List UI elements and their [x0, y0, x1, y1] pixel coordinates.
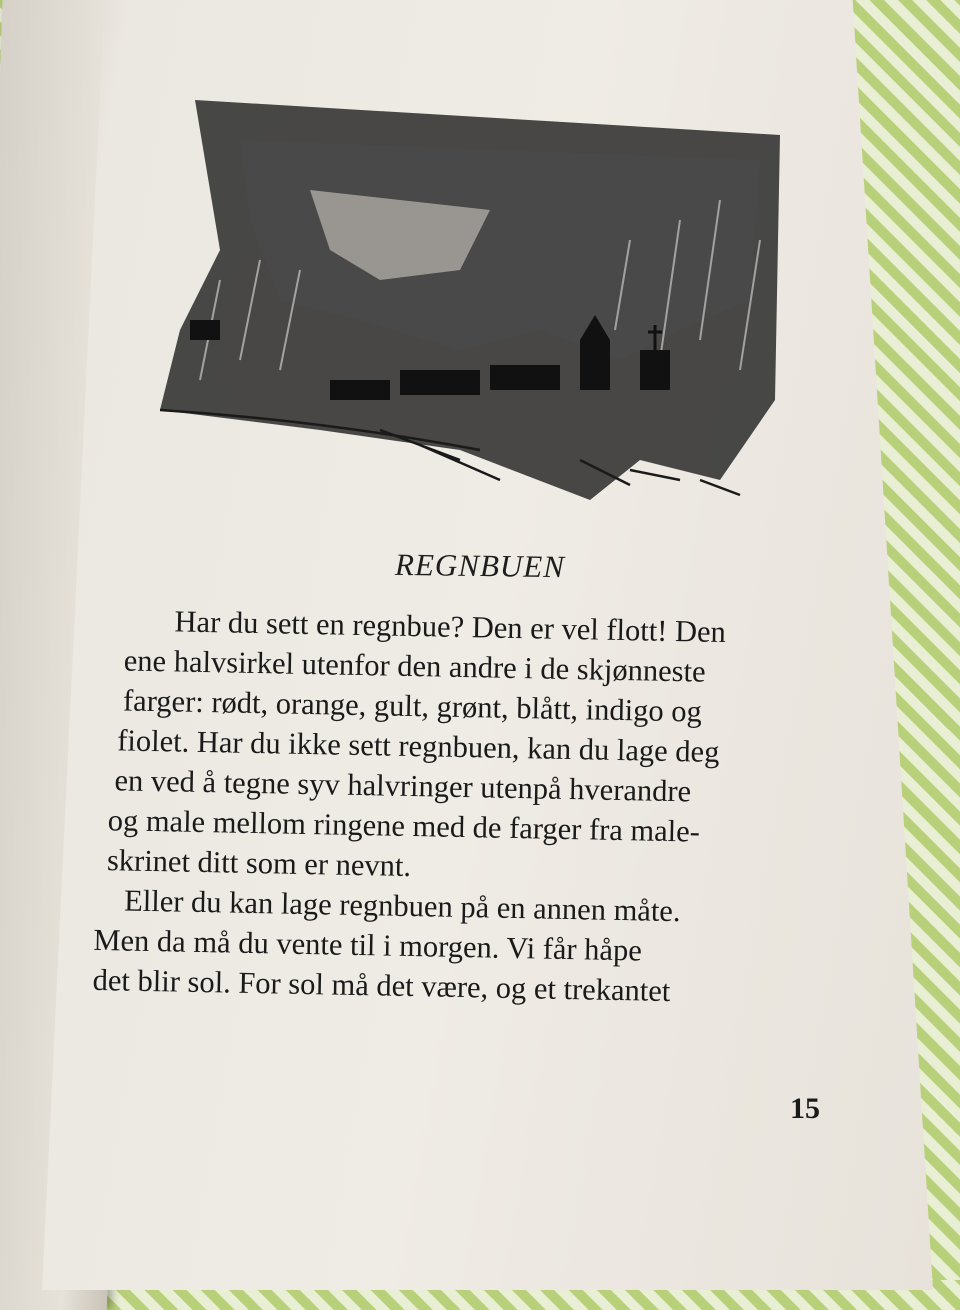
- text-line: Men da må du vente til i morgen. Vi får håpe: [93, 922, 643, 968]
- page-number: 15: [790, 1092, 820, 1125]
- text-line: fiolet. Har du ikke sett regnbuen, kan du lage deg: [116, 723, 720, 769]
- text-line: det blir sol. For sol må det være, og et trekantet: [92, 962, 671, 1009]
- text-line: en ved å tegne syv halvringer utenpå hverandre: [114, 763, 692, 809]
- text-line: ene halvsirkel utenfor den andre i de skjønneste: [123, 643, 706, 689]
- body-text: [92, 600, 825, 1014]
- rainstorm-landscape-illustration: [160, 100, 800, 510]
- chapter-title: REGNBUEN: [394, 546, 566, 585]
- text-line: og male mellom ringene med de farger fra male-: [107, 803, 701, 849]
- text-line: Eller du kan lage regnbuen på en annen måte.: [123, 883, 681, 929]
- text-line: farger: rødt, orange, gult, grønt, blått, indigo og: [122, 683, 703, 729]
- text-line: Har du sett en regnbue? Den er vel flott! Den: [174, 604, 727, 650]
- text-line: skrinet ditt som er nevnt.: [106, 843, 412, 884]
